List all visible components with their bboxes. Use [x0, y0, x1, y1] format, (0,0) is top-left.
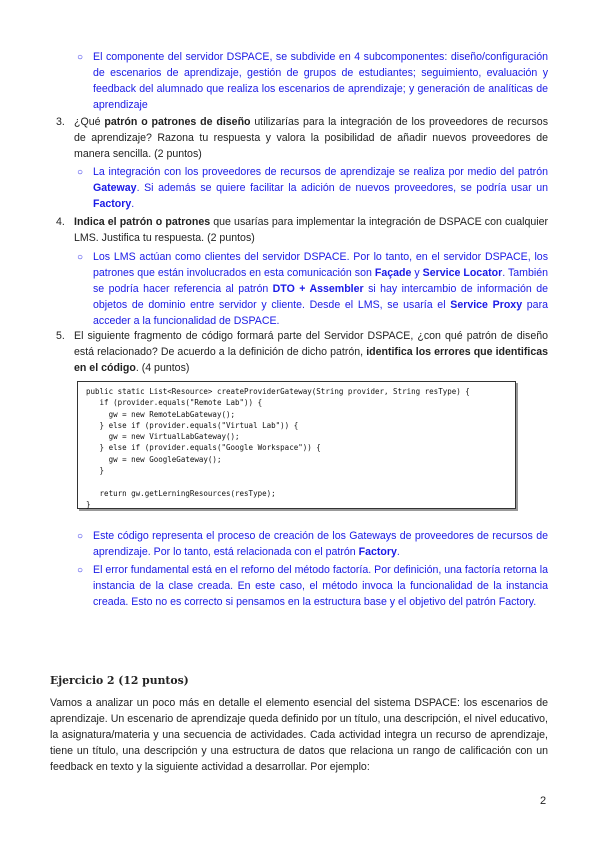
question-3-text: ¿Qué patrón o patrones de diseño utilizarías para la integración de los proveedores de recursos de aprendizaje? Razona tu respuesta y valora la posibilidad de añadir nuevos proveedores de manera sencilla. (2 puntos)	[74, 116, 548, 160]
question-4-number: 4.	[56, 216, 65, 228]
bullet-icon: ○	[77, 52, 84, 63]
exercise-2-paragraph: Vamos a analizar un poco más en detalle el elemento esencial del sistema DSPACE: los escenarios de aprendizaje. Un escenario de aprendizaje queda definido por un título, una descripción, el nivel educativo, la asignatura/materia y una secuencia de actividades. Cada actividad integra un recurso de aprendizaje, tiene un título, una descripción y una estructura de datos que relaciona un rango de calificación con un feedback en texto y la siguiente actividad a desarrollar. Por ejemplo:	[50, 697, 548, 773]
bullet-icon: ○	[77, 531, 84, 542]
bullet-icon: ○	[77, 565, 84, 576]
bullet-icon: ○	[77, 252, 84, 263]
bullet-answer-dspace-components: El componente del servidor DSPACE, se subdivide en 4 subcomponentes: diseño/configuración de escenarios de aprendizaje, gestión de grupos de estudiantes; seguimiento, evaluación y feedback del alumnado que realiza los escenarios de aprendizaje; y generación de analíticas de aprendizaje	[93, 51, 548, 111]
question-5-text: El siguiente fragmento de código formará parte del Servidor DSPACE, ¿con qué patrón de diseño está relacionado? De acuerdo a la definición de dicho patrón, identifica los errores que identificas en el código. (4 puntos)	[74, 330, 549, 374]
code-snippet: public static List<Resource> createProviderGateway(String provider, String resType) { if (provider.equals("Remote Lab")) { gw = new RemoteLabGateway(); } else if (provider.equals("Virtual Lab")) { gw = new VirtualLabGateway(); } else if (provider.equals("Google Workspace")) { gw = new GoogleGateway(); } return gw.getLerningResources(resType); }	[86, 387, 470, 509]
question-3-answer: La integración con los proveedores de recursos de aprendizaje se realiza por medio del patrón Gateway. Si además se quiere facilitar la adición de nuevos proveedores, se podría usar un Factory.	[93, 166, 548, 210]
question-5-answer-pattern: Este código representa el proceso de creación de los Gateways de proveedores de recursos de aprendizaje. Por lo tanto, está relacionada con el patrón Factory.	[93, 530, 548, 558]
question-4-text: Indica el patrón o patrones que usarías para implementar la integración de DSPACE con cualquier LMS. Justifica tu respuesta. (2 puntos)	[74, 216, 548, 244]
question-5-number: 5.	[56, 330, 65, 342]
code-snippet-box	[77, 381, 516, 509]
exercise-2-heading: Ejercicio 2 (12 puntos)	[50, 674, 189, 687]
bullet-icon: ○	[77, 167, 84, 178]
page-number: 2	[540, 795, 547, 807]
question-4-answer: Los LMS actúan como clientes del servidor DSPACE. Por lo tanto, en el servidor DSPACE, los patrones que están involucrados en esta comunicación son Façade y Service Locator. También se podría hacer referencia al patrón DTO + Assembler si hay intercambio de información de objetos de dominio entre servidor y cliente. Desde el LMS, se usaría el Service Proxy para acceder a la funcionalidad de DSPACE.	[93, 251, 549, 327]
question-3-number: 3.	[56, 116, 65, 128]
question-5-answer-error: El error fundamental está en el reforno del método factoría. Por definición, una factoría retorna la instancia de la clase creada. En este caso, el método invoca la funcionalidad de la instancia creada. Esto no es correcto si pensamos en la estructura base y el objetivo del patrón Factory.	[93, 564, 548, 608]
